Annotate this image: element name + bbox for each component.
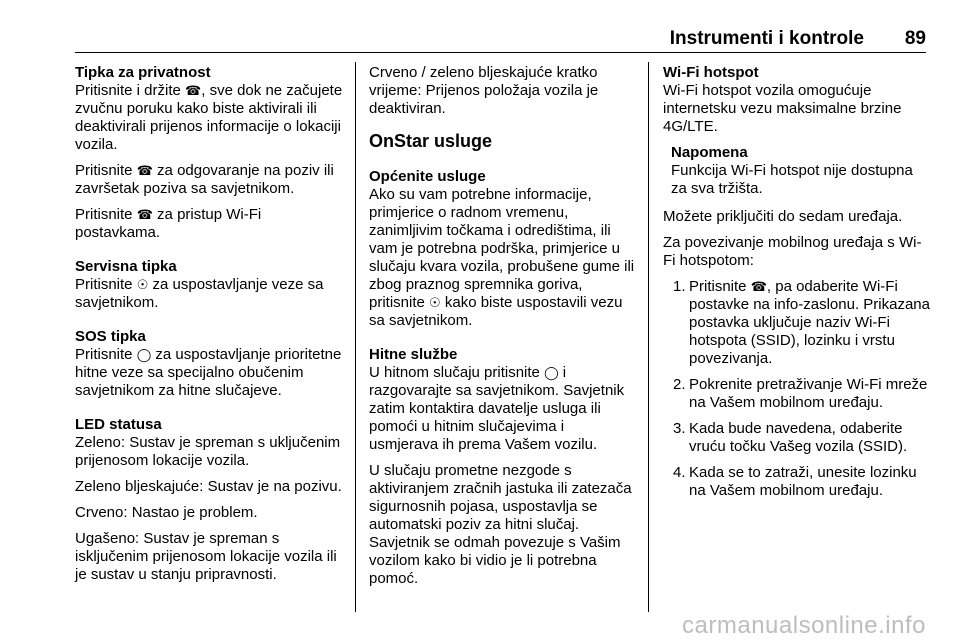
page-header xyxy=(75,28,926,48)
sos-icon: ◯ xyxy=(136,347,152,362)
column-right xyxy=(663,64,931,508)
note-heading: Napomena xyxy=(671,144,748,161)
section-status-led xyxy=(75,416,347,584)
paragraph: U slučaju prometne nezgode s aktiviranjem zračnih jastuka ili zatezača sigurnosnih pojasa, uspostavlja se automatski poziv za hitni slučaj. Savjetnik se odmah povezuje s Vašim vozilom kako bi vidio je li potrebna pomoć. xyxy=(369,462,632,587)
paragraph: Wi-Fi hotspot vozila omogućuje internetsku vezu maksimalne brzine 4G/LTE. xyxy=(663,82,902,135)
section-heading: Wi-Fi hotspot xyxy=(663,64,759,81)
paragraph: Pritisnite ☉ za uspostavljanje veze sa savjetnikom. xyxy=(75,276,324,311)
list-item: 3. Kada bude navedena, odaberite vruću točku Vašeg vozila (SSID). xyxy=(673,420,908,455)
note-box xyxy=(663,144,931,198)
paragraph: Pritisnite ◯ za uspostavljanje prioritetne hitne veze sa specijalno obučenim savjetnikom za hitne slučajeve. xyxy=(75,346,342,399)
paragraph: Crveno: Nastao je problem. xyxy=(75,504,258,521)
paragraph: Zeleno: Sustav je spreman s uključenim prijenosom lokacije vozila. xyxy=(75,434,341,469)
page-number: 89 xyxy=(904,28,926,49)
paragraph: Pritisnite ☎ za odgovaranje na poziv ili završetak poziva sa savjetnikom. xyxy=(75,162,334,197)
section-heading: LED statusa xyxy=(75,416,162,433)
onstar-service-icon: ☉ xyxy=(136,277,149,292)
paragraph: Pritisnite i držite ☎, sve dok ne začujete zvučnu poruku kako biste aktivirali ili deaktivirali prijenos informacije o lokaciji vozila. xyxy=(75,82,343,153)
section-emergency-services xyxy=(369,346,635,588)
column-divider xyxy=(648,62,649,612)
header-rule xyxy=(75,52,926,53)
paragraph: Ako su vam potrebne informacije, primjerice o radnom vremenu, zanimljivim točkama i odredištima, ili vam je potrebna podrška, primjerice u slučaju kvara vozila, probušene gume ili zbog praznog spremnika goriva, pritisnite ☉ kako biste uspostavili vezu sa savjetnikom. xyxy=(369,186,635,329)
column-middle xyxy=(369,64,635,596)
column-divider xyxy=(355,62,356,612)
section-heading: Servisna tipka xyxy=(75,258,177,275)
section-general-services xyxy=(369,168,635,330)
section-heading: Općenite usluge xyxy=(369,168,486,185)
phone-privacy-icon: ☎ xyxy=(136,163,153,178)
section-heading: Hitne službe xyxy=(369,346,458,363)
paragraph: Pritisnite ☎ za pristup Wi-Fi postavkama. xyxy=(75,206,262,241)
list-item: 2. Pokrenite pretraživanje Wi-Fi mreže na Vašem mobilnom uređaju. xyxy=(673,376,928,411)
paragraph: U hitnom slučaju pritisnite ◯ i razgovarajte sa savjetnikom. Savjetnik zatim kontaktira davatelje usluga ili pomoći u hitnim slučajevima i usmjerava ih prema Vašem vozilu. xyxy=(369,364,625,453)
section-service-button xyxy=(75,258,347,312)
column-left xyxy=(75,64,347,592)
page-title: Instrumenti i kontrole xyxy=(669,28,864,49)
steps-list xyxy=(663,278,931,500)
paragraph: Za povezivanje mobilnog uređaja s Wi-Fi hotspotom: xyxy=(663,234,922,269)
note-text: Funkcija Wi-Fi hotspot nije dostupna za sva tržišta. xyxy=(671,162,913,197)
paragraph: Možete priključiti do sedam uređaja. xyxy=(663,208,903,225)
paragraph: Ugašeno: Sustav je spreman s isključenim prijenosom lokacije vozila ili je sustav u stanju pripravnosti. xyxy=(75,530,337,583)
paragraph: Zeleno bljeskajuće: Sustav je na pozivu. xyxy=(75,478,342,495)
section-privacy-button xyxy=(75,64,347,242)
section-title-onstar: OnStar usluge xyxy=(369,131,493,151)
list-item: 1. Pritisnite ☎, pa odaberite Wi-Fi postavke na info-zaslonu. Prikazana postavka uključuje naziv Wi-Fi hotspota (SSID), lozinku i vrstu povezivanja. xyxy=(673,278,930,367)
paragraph: Crveno / zeleno bljeskajuće kratko vrijeme: Prijenos položaja vozila je deaktiviran. xyxy=(369,64,599,117)
phone-privacy-icon: ☎ xyxy=(750,279,767,294)
section-heading: SOS tipka xyxy=(75,328,146,345)
sos-icon: ◯ xyxy=(544,365,559,380)
section-sos-button xyxy=(75,328,347,400)
list-item: 4. Kada se to zatraži, unesite lozinku na Vašem mobilnom uređaju. xyxy=(673,464,917,499)
section-heading: Tipka za privatnost xyxy=(75,64,211,81)
phone-privacy-icon: ☎ xyxy=(136,207,153,222)
phone-privacy-icon: ☎ xyxy=(185,83,202,98)
onstar-service-icon: ☉ xyxy=(429,295,441,310)
watermark: carmanualsonline.info xyxy=(682,612,926,639)
